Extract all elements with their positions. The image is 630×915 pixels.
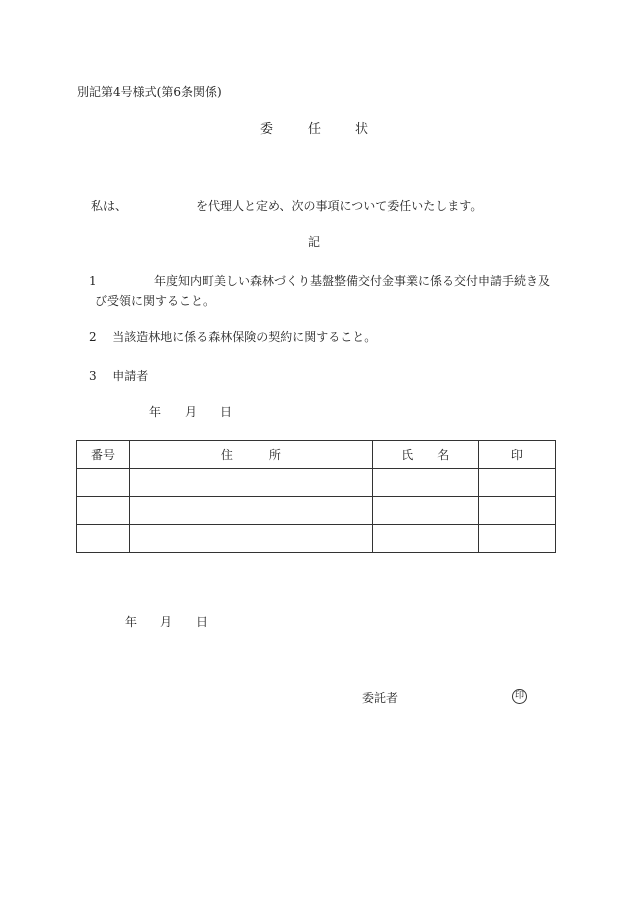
cell-number[interactable] (77, 497, 130, 525)
item-1-text: 年度知内町美しい森林づくり基盤整備交付金事業に係る交付申請手続き及 (154, 274, 551, 288)
applicant-table (76, 440, 556, 553)
table-row (77, 525, 556, 553)
intro-prefix: 私は、 (91, 199, 128, 213)
title-char-1: 委 (260, 122, 274, 137)
cell-number[interactable] (77, 525, 130, 553)
ki-heading: 記 (308, 235, 321, 249)
cell-seal[interactable] (478, 469, 555, 497)
item-3-number: 3 (89, 369, 97, 383)
header-address: 住 所 (130, 441, 373, 469)
item-2-number: 2 (89, 330, 97, 344)
cell-address[interactable] (130, 469, 373, 497)
cell-address[interactable] (130, 497, 373, 525)
cell-seal[interactable] (478, 525, 555, 553)
seal-icon: 印 (512, 689, 527, 704)
item-1-continuation: び受領に関すること。 (95, 294, 216, 308)
application-date (0, 404, 630, 420)
table-row (77, 497, 556, 525)
item-2-text: 当該造林地に係る森林保険の契約に関すること。 (112, 330, 377, 344)
header-name: 氏 名 (372, 441, 478, 469)
date-day-label: 日 (220, 405, 233, 419)
item-2 (89, 329, 376, 345)
cell-seal[interactable] (478, 497, 555, 525)
date-day-label: 日 (196, 615, 209, 629)
date-year-label: 年 (149, 405, 162, 419)
principal-label: 委託者 (362, 691, 399, 705)
delegation-date (0, 614, 630, 630)
date-year-label: 年 (125, 615, 138, 629)
item-1-number: 1 (89, 274, 97, 288)
cell-name[interactable] (372, 497, 478, 525)
item-3-text: 申請者 (112, 369, 149, 383)
cell-name[interactable] (372, 525, 478, 553)
title-char-2: 任 (308, 122, 322, 137)
date-month-label: 月 (160, 615, 173, 629)
cell-name[interactable] (372, 469, 478, 497)
header-number: 番号 (77, 441, 130, 469)
title-char-3: 状 (355, 122, 369, 137)
intro-suffix: を代理人と定め、次の事項について委任いたします。 (196, 199, 483, 213)
table-row (77, 469, 556, 497)
cell-number[interactable] (77, 469, 130, 497)
item-3 (89, 368, 148, 384)
header-seal: 印 (478, 441, 555, 469)
cell-address[interactable] (130, 525, 373, 553)
date-month-label: 月 (185, 405, 198, 419)
form-number-label: 別記第4号様式(第6条関係) (77, 85, 222, 99)
table-header-row (77, 441, 556, 469)
